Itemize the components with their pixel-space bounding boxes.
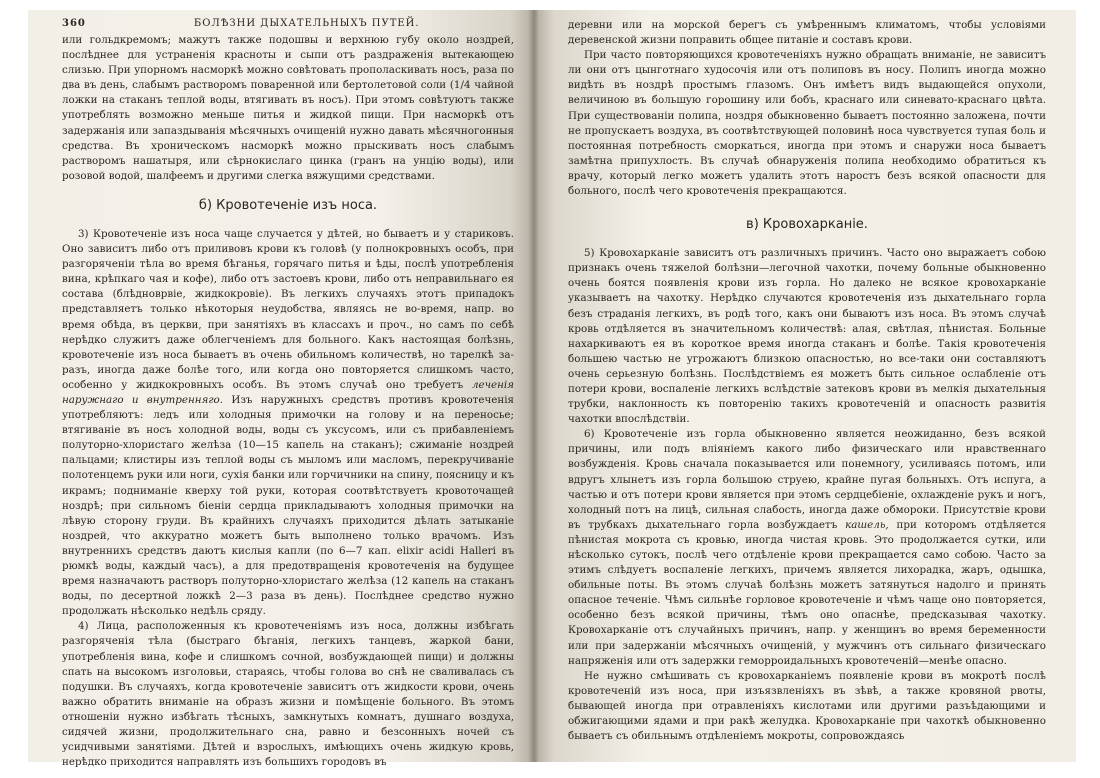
section-heading-nosebleed: б) Кровотеченіе изъ носа.	[198, 197, 378, 213]
paragraph-5: 5) Кровохарканіе зависитъ отъ различныхъ причинъ. Часто оно выражаетъ собою признакъ очень тяжелой болѣзни—легочной чахотки, почему больные обыкновенно очень боятся появленія крови изъ горла. Но далеко не всякое кровохарканіе указываетъ на чахотку. Нерѣдко случаются кровотеченія изъ дыхательнаго горла безъ страданія легкихъ, въ родѣ того, какъ они бываютъ изъ носа. Въ этомъ случаѣ кровь отдѣляется въ значительномъ количествѣ: алая, свѣтлая, пѣнистая. Больные нахаркиваютъ ея въ короткое время иногда стаканъ и болѣе. Такія кровотеченія большею частью не угрожаютъ близкою опасностью, но все-таки они составляютъ очень серьезную болѣзнь. Послѣдствіемъ ея можетъ быть сильное ослабленіе отъ потери крови, воспаленіе легкихъ вслѣдствіе затековъ крови въ мелкія дыхательныя трубки, наклонность къ повторенію такихъ кровотеченій и опасность развитія чахотки впослѣдствіи.	[568, 247, 1046, 426]
paragraph-3-text-b: Изъ наружныхъ средствъ противъ кровотеченія употребляютъ: ледъ или холодныя примочки на голову и на переносье; втягиваніе въ носъ холодной воды, воды съ уксусомъ, или съ прибавленіемъ полуторно-хлористаго желѣза (10—15 капель на стаканъ); сжиманіе ноздрей пальцами; клистиры изъ теплой воды съ мыломъ или масломъ, перекручиваніе полотенцемъ руки или ноги, сухія банки или горчичники на спину, поясницу и къ икрамъ; подниманіе кверху той руки, которая соотвѣтствуетъ кровоточащей ноздрѣ; при сильномъ біеніи сердца прикладываютъ холодныя примочки на лѣвую сторону груди. Въ крайнихъ случаяхъ приходится дѣлать затыканіе ноздрей, что аккуратно можетъ быть выполнено только врачомъ. Изъ внутреннихъ средствъ даютъ кислыя капли (по 6—7 кап. elixir acidi Halleri въ рюмкѣ воды, каждый часъ), а для предотвращенія кровотеченія на будущее время назначаютъ растворъ полуторно-хлористаго желѣза (12 капель на стаканъ воды, по десертной ложкѣ 2—3 раза въ день). Послѣднее средство нужно продолжать нѣсколько недѣль сряду.	[62, 393, 514, 618]
running-head-title: БОЛѢЗНИ ДЫХАТЕЛЬНЫХЪ ПУТЕЙ.	[193, 18, 420, 29]
paragraph-countryside: деревни или на морской берегъ съ умѣреннымъ климатомъ, чтобы условіями деревенской жизни поправить общее питаніе и составъ крови.	[568, 19, 1046, 47]
paragraph-6-emphasis: кашель,	[845, 518, 889, 531]
paragraph-nasal-care: или гольдкремомъ; мажутъ также подошвы и верхнюю губу около ноздрей, послѣднее для устраненія красноты и сыпи отъ раздраженія вытекающею слизью. При упорномъ насморкѣ можно совѣтовать прополаскивать носъ, раза по два въ день, слабымъ растворомъ поваренной или бертолетовой соли (1/4 чайной ложки на стаканъ теплой воды, втягивать въ носъ). При этомъ совѣтуютъ также употреблять возможно меньше питья и жидкой пищи. При насморкѣ отъ задержанія или запаздыванія мѣсячныхъ очищеній нужно давать мѣсячногонныя средства. Въ хроническомъ насморкѣ можно прыскивать носъ слабымъ растворомъ нашатыря, или сѣрнокислаго цинка (гранъ на унцію воды), или розовой водой, шалфеемъ и другими слегка вяжущими средствами.	[62, 34, 514, 182]
running-header	[62, 18, 514, 29]
paragraph-3-text-a: 3) Кровотеченіе изъ носа чаще случается у дѣтей, но бываетъ и у стариковъ. Оно зависитъ либо отъ приливовъ крови къ головѣ (у полнокровныхъ особъ, при разгоряченіи тѣла во время бѣганья, горячаго питья и ѣды, послѣ употребленія вина, крѣпкаго чая и кофе), либо отъ застоевъ крови, либо отъ неправильнаго ея состава (блѣдноврвіе, жидкокровіе). Въ легкихъ случаяхъ этотъ припадокъ представляетъ только нѣкоторыя неудобства, являясь не во-время, напр. во время обѣда, въ церкви, при занятіяхъ въ классахъ и проч., но самъ по себѣ нерѣдко служитъ даже облегченіемъ для больного. Какъ настоящая болѣзнь, кровотеченіе изъ носа бываетъ въ очень обильномъ количествѣ, но тарелкѣ за-разъ, иногда даже болѣе того, или когда оно повторяется слишкомъ часто, особенно у жидкокровныхъ особъ. Въ этомъ случаѣ оно требуетъ	[62, 227, 514, 391]
paragraph-6-text-b: при которомъ отдѣляется пѣнистая мокрота съ кровью, иногда чистая кровь. Это продолжается сутки, или нѣсколько сутокъ, послѣ чего отдѣленіе крови прекращается само собою. Часто за этимъ слѣдуетъ воспаленіе легкихъ, причемъ является лихорадка, жаръ, одышка, обильные поты. Въ этомъ случаѣ болѣзнь можетъ затянуться надолго и принять опасное теченіе. Чѣмъ сильнѣе горловое кровотеченіе и чѣмъ чаще оно повторяется, особенно безъ всякой причины, тѣмъ оно опаснѣе, предсказывая чахотку. Кровохарканіе отъ случайныхъ причинъ, напр. у женщинъ во время беременности или при задержаніи мѣсячныхъ очищеній, у мужчинъ отъ сильнаго физическаго напряженія или отъ задержки геморроидальныхъ кровотеченій—менѣе опасно.	[568, 518, 1046, 667]
paragraph-7: Не нужно смѣшивать съ кровохарканіемъ появленіе крови въ мокротѣ послѣ кровотеченій изъ носа, при изъязвленіяхъ въ зѣвѣ, а также кровяной рвоты, бывающей иногда при отравленіяхъ кислотами или другими разъѣдающими и обжигающими ядами и при ракѣ желудка. Кровохарканіе при чахоткѣ обыкновенно бываетъ съ обильнымъ отдѣленіемъ мокроты, сопровождаясь	[568, 669, 1046, 743]
paragraph-6	[568, 427, 1046, 669]
left-page	[28, 10, 530, 769]
paragraph-3	[62, 227, 514, 619]
page-number: 360	[62, 18, 86, 29]
paragraph-6-text-a: 6) Кровотеченіе изъ горла обыкновенно является неожиданно, безъ всякой причины, или подъ вліяніемъ какого либо физическаго или нравственнаго возбужденія. Кровь сначала показывается или понемногу, усиливаясь потомъ, или вдругъ хлынетъ изъ горла большою струею, крайне пугая больныхъ. Отъ испуга, а частью и отъ потери крови является при этомъ сердцебіеніе, охлажденіе рукъ и ногъ, холодный потъ на лицѣ, сильная слабость, иногда даже обмороки. Присутствіе крови въ трубкахъ дыхательнаго горла возбуждаетъ	[568, 428, 1046, 531]
right-page	[538, 10, 1076, 762]
book-spread	[28, 10, 1076, 770]
paragraph-4: 4) Лица, расположенныя къ кровотеченіямъ изъ носа, должны избѣгать разгоряченія тѣла (быстраго бѣганія, легкихъ танцевъ, жаркой бани, употребленія вина, кофе и слишкомъ сочной, возбуждающей пищи) и должны спать на высокомъ изголовьи, стараясь, чтобы голова во снѣ не сваливалась съ подушки. Въ случаяхъ, когда кровотеченіе зависитъ отъ жидкости крови, очень важно обратить вниманіе на образъ жизни и помѣщеніе больного. Въ этомъ отношеніи нужно избѣгать тѣсныхъ, замкнутыхъ комнатъ, душнаго воздуха, сидячей жизни, продолжительнаго сна, равно и безсонныхъ ночей съ усидчивыми занятіями. Дѣтей и взрослыхъ, имѣющихъ очень жидкую кровь, нерѣдко приходится направлять изъ большихъ городовъ въ	[62, 620, 514, 769]
paragraph-polyp: При часто повторяющихся кровотеченіяхъ нужно обращать вниманіе, не зависитъ ли они отъ цынготнаго худосочія или отъ полиповъ въ носу. Полипъ иногда можно видѣть въ ноздрѣ простымъ глазомъ. Онъ имѣетъ видъ выдающейся опухоли, величиною въ большую горошину или бобъ, краснаго или синевато-краснаго цвѣта. При существованіи полипа, ноздря обыкновенно бываетъ постоянно заложена, почти не пропускаетъ воздуха, въ соотвѣтствующей половинѣ носа чувствуется тупая боль и постоянная потребность сморкаться, иногда при этомъ и снаружи носа бываетъ замѣтна припухлость. Въ случаѣ обнаруженія полипа необходимо обратиться къ врачу, который легко можетъ удалить этотъ наростъ безъ всякой опасности для больного, послѣ чего кровотеченія прекращаются.	[568, 49, 1046, 198]
section-heading-hemoptysis: в) Кровохарканіе.	[746, 217, 868, 233]
paragraph-3-emphasis: леченія наружнаго и внутренняго.	[62, 378, 514, 406]
